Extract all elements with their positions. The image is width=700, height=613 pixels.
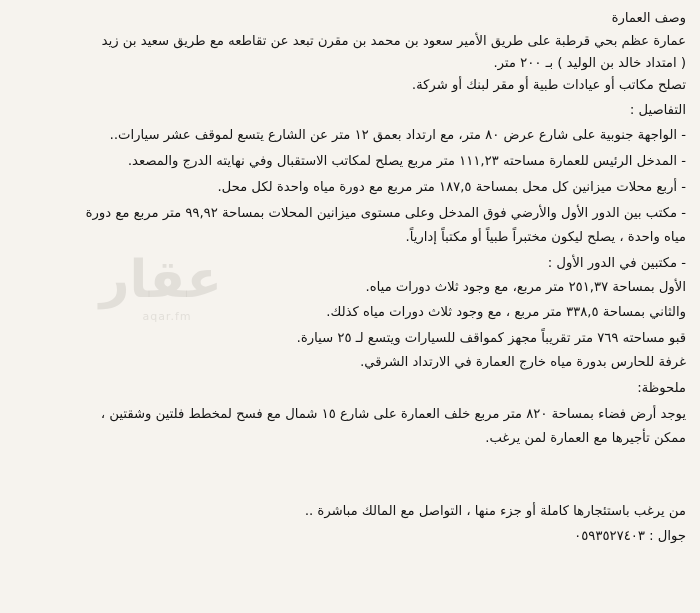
text-line: الأول بمساحة ٢٥١,٣٧ متر مربع، مع وجود ثلاث دورات مياه.: [365, 280, 686, 295]
text-line: - أربع محلات ميزانين كل محل بمساحة ١٨٧,٥ متر مربع مع دورة مياه واحدة لكل محل.: [217, 180, 686, 195]
document-title: وصف العمارة: [611, 11, 686, 26]
text-line: تصلح مكاتب أو عيادات طبية أو مقر لبنك أو شركة.: [411, 78, 686, 93]
text-line: مياه واحدة ، يصلح ليكون مختبراً طبياً أو مكتباً إدارياً.: [405, 230, 686, 245]
text-line: ممكن تأجيرها مع العمارة لمن يرغب.: [485, 431, 686, 446]
section-heading: التفاصيل :: [629, 103, 686, 118]
document-body: [10, 6, 686, 606]
section-heading: ملحوظة:: [637, 381, 686, 396]
text-line: يوجد أرض فضاء بمساحة ٨٢٠ متر مربع خلف العمارة على شارع ١٥ شمال مع فسح لمخطط فلتين وشقتين ،: [100, 407, 686, 422]
phone-line: جوال : ٠٥٩٣٥٢٧٤٠٣: [574, 529, 686, 544]
watermark-site-text: aqar.fm: [142, 310, 192, 323]
watermark-logo-text: عقار: [99, 250, 222, 310]
text-line: - مكتب بين الدور الأول والأرضي فوق المدخل وعلى مستوى ميزانين المحلات بمساحة ٩٩,٩٢ متر مربع مع دورة: [85, 206, 686, 221]
text-line: من يرغب باستئجارها كاملة أو جزء منها ، التواصل مع المالك مباشرة ..: [304, 504, 686, 519]
text-line: غرفة للحارس بدورة مياه خارج العمارة في الارتداد الشرقي.: [360, 355, 686, 370]
text-line: عمارة عظم بحي قرطبة على طريق الأمير سعود بن محمد بن مقرن تبعد عن تقاطعه مع طريق سعيد بن زيد: [101, 34, 686, 49]
text-line: قبو مساحته ٧٦٩ متر تقريباً مجهز كمواقف للسيارات ويتسع لـ ٢٥ سيارة.: [296, 331, 686, 346]
text-line: - المدخل الرئيس للعمارة مساحته ١١١,٢٣ متر مربع يصلح لمكاتب الاستقبال وفي نهايته الدرج والمصعد.: [127, 154, 686, 169]
text-line: - الواجهة جنوبية على شارع عرض ٨٠ متر، مع ارتداد بعمق ١٢ متر عن الشارع يتسع لموقف عشر سيارات..: [109, 128, 686, 143]
text-line: ( امتداد خالد بن الوليد ) بـ ٢٠٠ متر.: [493, 56, 686, 71]
text-line: والثاني بمساحة ٣٣٨,٥ متر مربع ، مع وجود ثلاث دورات مياه كذلك.: [326, 305, 686, 320]
text-line: - مكتبين في الدور الأول :: [547, 256, 686, 271]
